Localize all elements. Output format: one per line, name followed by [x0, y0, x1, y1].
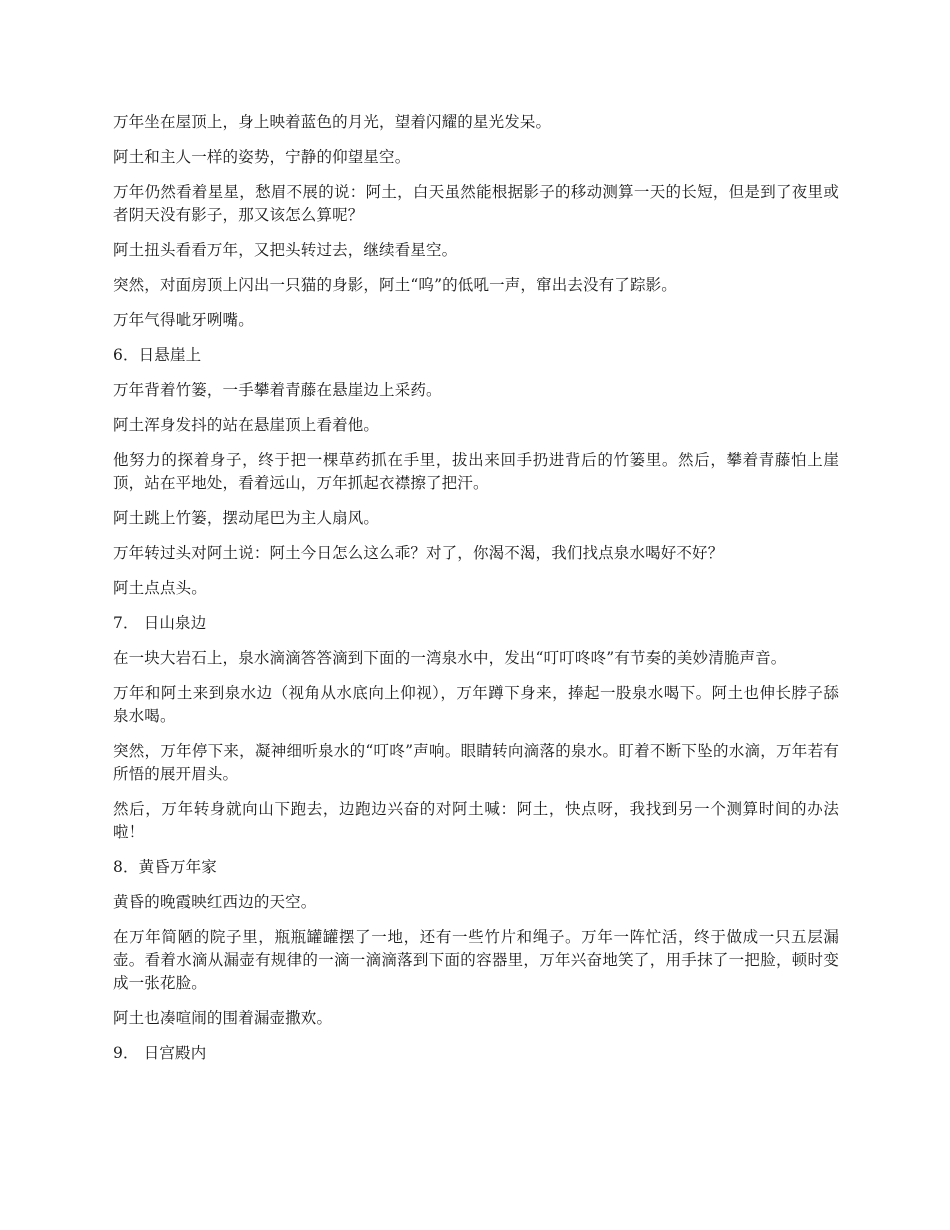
document-body [113, 111, 839, 1077]
paragraph: 万年气得呲牙咧嘴。 [113, 311, 254, 329]
paragraph: 在一块大岩石上，泉水滴滴答答滴到下面的一湾泉水中，发出“叮叮咚咚”有节奏的美妙清脆声音。 [113, 649, 787, 667]
scene-heading: 8．黄昏万年家 [113, 858, 217, 876]
scene-heading: 7． 日山泉边 [113, 614, 207, 632]
paragraph: 万年和阿土来到泉水边（视角从水底向上仰视），万年蹲下身来，捧起一股泉水喝下。阿土也伸长脖子舔泉水喝。 [113, 684, 839, 725]
scene-heading: 6．日悬崖上 [113, 346, 202, 364]
scene-heading: 9． 日宫殿内 [113, 1044, 207, 1062]
paragraph: 阿土点点头。 [113, 579, 207, 597]
paragraph: 万年仍然看着星星，愁眉不展的说：阿土，白天虽然能根据影子的移动测算一天的长短，但是到了夜里或者阴天没有影子，那又该怎么算呢？ [113, 183, 839, 224]
paragraph: 阿土也凑喧闹的围着漏壶撒欢。 [113, 1009, 333, 1027]
paragraph: 突然，万年停下来，凝神细听泉水的“叮咚”声响。眼睛转向滴落的泉水。盯着不断下坠的水滴，万年若有所悟的展开眉头。 [113, 742, 839, 783]
paragraph: 突然，对面房顶上闪出一只猫的身影，阿土“呜”的低吼一声，窜出去没有了踪影。 [113, 276, 677, 294]
paragraph: 万年背着竹篓，一手攀着青藤在悬崖边上采药。 [113, 381, 442, 399]
paragraph: 万年转过头对阿土说：阿土今日怎么这么乖？对了，你渴不渴，我们找点泉水喝好不好？ [113, 544, 724, 562]
paragraph: 阿土和主人一样的姿势，宁静的仰望星空。 [113, 148, 411, 166]
paragraph: 黄昏的晚霞映红西边的天空。 [113, 893, 317, 911]
paragraph: 阿土浑身发抖的站在悬崖顶上看着他。 [113, 416, 380, 434]
paragraph: 万年坐在屋顶上，身上映着蓝色的月光，望着闪耀的星光发呆。 [113, 113, 552, 131]
paragraph: 他努力的探着身子，终于把一棵草药抓在手里，拔出来回手扔进背后的竹篓里。然后，攀着青藤怕上崖顶，站在平地处，看着远山，万年抓起衣襟擦了把汗。 [113, 451, 839, 492]
paragraph: 阿土扭头看看万年，又把头转过去，继续看星空。 [113, 241, 458, 259]
paragraph: 然后，万年转身就向山下跑去，边跑边兴奋的对阿土喊：阿土，快点呀，我找到另一个测算时间的办法啦！ [113, 800, 839, 841]
paragraph: 在万年简陋的院子里，瓶瓶罐罐摆了一地，还有一些竹片和绳子。万年一阵忙活，终于做成一只五层漏壶。看着水滴从漏壶有规律的一滴一滴滴落到下面的容器里，万年兴奋地笑了，用手抹了一把脸，顿时变成一张花脸。 [113, 928, 839, 992]
paragraph: 阿土跳上竹篓，摆动尾巴为主人扇风。 [113, 509, 380, 527]
